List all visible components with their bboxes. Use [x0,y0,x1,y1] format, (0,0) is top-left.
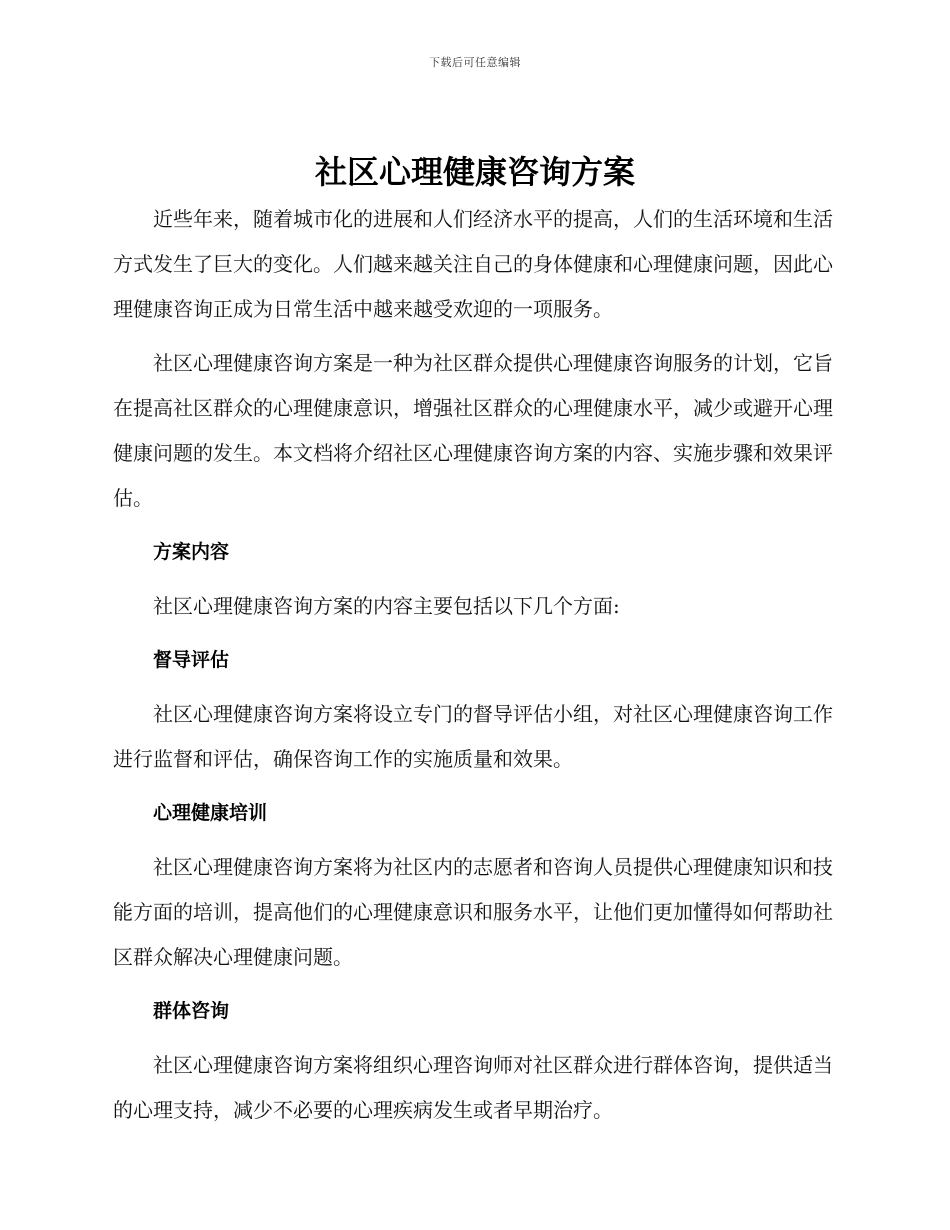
training-paragraph: 社区心理健康咨询方案将为社区内的志愿者和咨询人员提供心理健康知识和技能方面的培训，提高他们的心理健康意识和服务水平，让他们更加懂得如何帮助社区群众解决心理健康问题。 [113,855,833,969]
page-header-note: 下载后可任意编辑 [429,56,521,69]
intro-paragraph-2: 社区心理健康咨询方案是一种为社区群众提供心理健康咨询服务的计划，它旨在提高社区群众的心理健康意识，增强社区群众的心理健康水平，减少或避开心理健康问题的发生。本文档将介绍社区心理健康咨询方案的内容、实施步骤和效果评估。 [113,351,833,510]
intro-paragraph-1: 近些年来，随着城市化的进展和人们经济水平的提高，人们的生活环境和生活方式发生了巨大的变化。人们越来越关注自己的身体健康和心理健康问题，因此心理健康咨询正成为日常生活中越来越受欢迎的一项服务。 [113,207,833,321]
section-heading-group-counseling: 群体咨询 [153,1000,230,1022]
supervision-paragraph: 社区心理健康咨询方案将设立专门的督导评估小组，对社区心理健康咨询工作进行监督和评估，确保咨询工作的实施质量和效果。 [113,702,833,771]
section-heading-supervision: 督导评估 [153,649,230,671]
section-heading-plan-content: 方案内容 [153,541,230,563]
group-counseling-paragraph: 社区心理健康咨询方案将组织心理咨询师对社区群众进行群体咨询，提供适当的心理支持，减少不必要的心理疾病发生或者早期治疗。 [113,1053,833,1122]
document-body [113,197,833,1142]
document-title: 社区心理健康咨询方案 [314,153,635,191]
section-heading-training: 心理健康培训 [153,802,268,824]
plan-content-paragraph: 社区心理健康咨询方案的内容主要包括以下几个方面: [153,594,620,618]
